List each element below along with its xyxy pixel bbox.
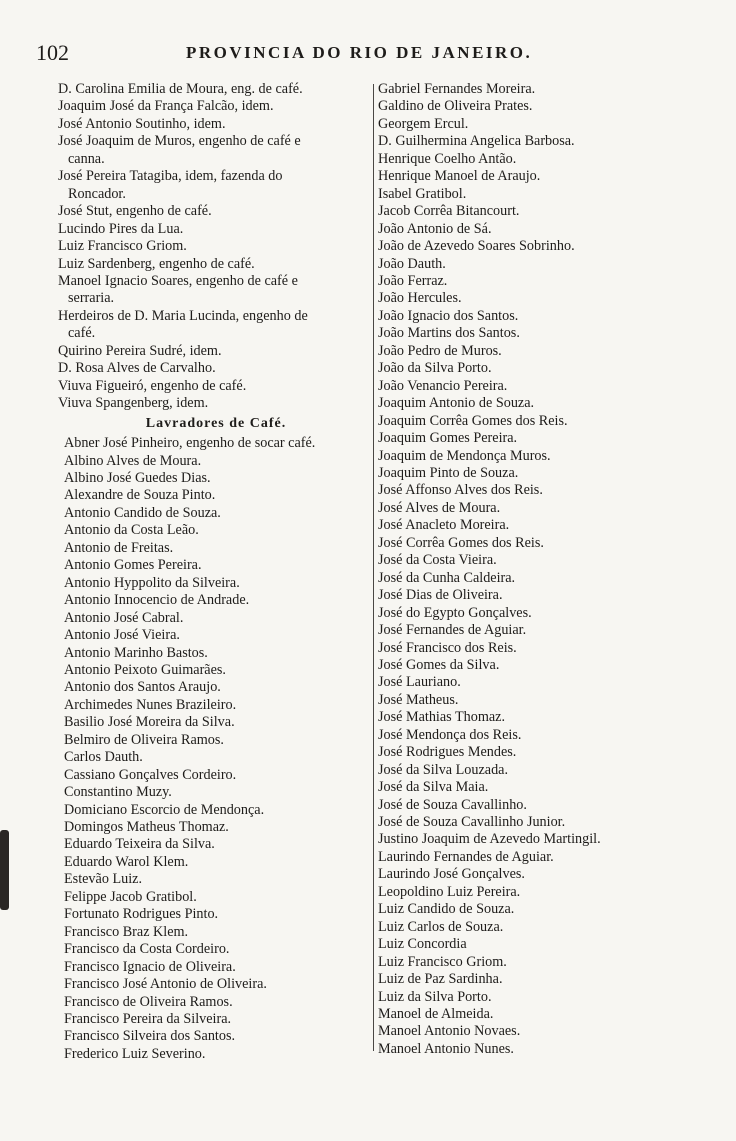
list-item: José Affonso Alves dos Reis. (378, 482, 543, 499)
list-item: canna. (68, 150, 105, 167)
list-item: Joaquim Corrêa Gomes dos Reis. (378, 412, 568, 429)
list-item: Felippe Jacob Gratibol. (64, 888, 197, 905)
list-item: Francisco da Costa Cordeiro. (64, 941, 230, 958)
list-item: Lucindo Pires da Lua. (58, 220, 184, 237)
list-item: José Mendonça dos Reis. (378, 726, 522, 743)
list-item: Basilio José Moreira da Silva. (64, 714, 235, 731)
list-item: Alexandre de Souza Pinto. (64, 487, 216, 504)
list-item: Luiz Francisco Griom. (378, 953, 507, 970)
page-header (36, 40, 676, 68)
list-item: Antonio Hyppolito da Silveira. (64, 574, 240, 591)
list-item: Joaquim Gomes Pereira. (378, 430, 518, 447)
list-item: José Mathias Thomaz. (378, 709, 506, 726)
list-item: José Alves de Moura. (378, 499, 501, 516)
list-item: Antonio da Costa Leão. (64, 522, 199, 539)
list-item: José Lauriano. (378, 674, 461, 691)
list-item: Viuva Spangenberg, idem. (58, 395, 209, 412)
list-item: Domingos Matheus Thomaz. (64, 819, 229, 836)
list-item: Antonio José Cabral. (64, 609, 184, 626)
list-item: José Antonio Soutinho, idem. (58, 115, 226, 132)
list-item: Estevão Luiz. (64, 871, 143, 888)
list-item: D. Rosa Alves de Carvalho. (58, 360, 216, 377)
list-item: João Antonio de Sá. (378, 220, 492, 237)
list-item: Luiz de Paz Sardinha. (378, 971, 503, 988)
list-item: Viuva Figueiró, engenho de café. (58, 377, 247, 394)
list-item: Fortunato Rodrigues Pinto. (64, 906, 219, 923)
lavradores-list (58, 435, 374, 1063)
list-item: Luiz Candido de Souza. (378, 901, 515, 918)
list-item: Antonio Innocencio de Andrade. (64, 592, 250, 609)
left-column (58, 81, 374, 1063)
page-number: 102 (36, 40, 69, 65)
list-item: D. Guilhermina Angelica Barbosa. (378, 133, 575, 150)
running-title: PROVINCIA DO RIO DE JANEIRO. (186, 43, 533, 62)
list-item: José de Souza Cavallinho. (378, 796, 527, 813)
list-item: José Anacleto Moreira. (378, 517, 510, 534)
list-item: Luiz Concordia (378, 936, 467, 953)
list-item: Archimedes Nunes Brazileiro. (64, 696, 237, 713)
list-item: José Fernandes de Aguiar. (378, 622, 527, 639)
list-item: João Hercules. (378, 290, 462, 307)
list-item: Luiz Carlos de Souza. (378, 918, 504, 935)
list-item: José da Silva Louzada. (378, 761, 509, 778)
list-item: Francisco Pereira da Silveira. (64, 1011, 232, 1028)
list-item: Joaquim Pinto de Souza. (378, 464, 519, 481)
list-item: Francisco José Antonio de Oliveira. (64, 976, 267, 993)
list-item: Jacob Corrêa Bitancourt. (378, 203, 520, 220)
list-item: Henrique Coelho Antão. (378, 150, 517, 167)
list-item: José Joaquim de Muros, engenho de café e (58, 133, 301, 150)
list-item: Herdeiros de D. Maria Lucinda, engenho de (58, 307, 308, 324)
list-item: Carlos Dauth. (64, 749, 143, 766)
list-item: Domiciano Escorcio de Mendonça. (64, 801, 265, 818)
list-item: José de Souza Cavallinho Junior. (378, 814, 566, 831)
list-item: Francisco de Oliveira Ramos. (64, 993, 233, 1010)
list-item: Francisco Braz Klem. (64, 923, 189, 940)
list-item: Antonio José Vieira. (64, 627, 180, 644)
list-item: José Rodrigues Mendes. (378, 744, 517, 761)
list-item: José Dias de Oliveira. (378, 587, 503, 604)
list-item: Eduardo Teixeira da Silva. (64, 836, 215, 853)
list-item: Antonio Marinho Bastos. (64, 644, 208, 661)
section-subheading: Lavradores de Café. (145, 415, 287, 431)
list-item: Luiz Francisco Griom. (58, 238, 187, 255)
list-item: João Martins dos Santos. (378, 325, 520, 342)
list-item: Isabel Gratibol. (378, 185, 467, 202)
list-item: José Stut, engenho de café. (58, 203, 212, 220)
list-item: Antonio Candido de Souza. (64, 504, 221, 521)
list-item: Antonio dos Santos Araujo. (64, 679, 221, 696)
list-item: Abner José Pinheiro, engenho de socar café. (64, 435, 316, 452)
list-item: Leopoldino Luiz Pereira. (378, 883, 521, 900)
list-item: Antonio Peixoto Guimarães. (64, 661, 226, 678)
list-item: Manoel Ignacio Soares, engenho de café e (58, 272, 298, 289)
list-item: Antonio Gomes Pereira. (64, 557, 202, 574)
list-item: Galdino de Oliveira Prates. (378, 98, 533, 115)
list-item: João Dauth. (378, 255, 446, 272)
list-item: João Pedro de Muros. (378, 342, 502, 359)
list-item: João de Azevedo Soares Sobrinho. (378, 238, 575, 255)
list-item: José Gomes da Silva. (378, 656, 500, 673)
list-item: José da Cunha Caldeira. (378, 569, 516, 586)
list-item: Henrique Manoel de Araujo. (378, 168, 541, 185)
list-item: Belmiro de Oliveira Ramos. (64, 731, 224, 748)
list-item: José Corrêa Gomes dos Reis. (378, 534, 544, 551)
list-item: Francisco Ignacio de Oliveira. (64, 958, 236, 975)
list-item: João Venancio Pereira. (378, 377, 508, 394)
list-item: José Matheus. (378, 691, 459, 708)
page-edge-mark (0, 830, 9, 910)
list-item: Luiz Sardenberg, engenho de café. (58, 255, 255, 272)
list-item: Roncador. (68, 185, 126, 202)
list-item: Antonio de Freitas. (64, 539, 174, 556)
list-item: João Ignacio dos Santos. (378, 307, 519, 324)
list-item: José Pereira Tatagiba, idem, fazenda do (58, 168, 283, 185)
list-item: Eduardo Warol Klem. (64, 853, 189, 870)
list-item: Quirino Pereira Sudré, idem. (58, 342, 222, 359)
list-item: Francisco Silveira dos Santos. (64, 1028, 236, 1045)
list-item: D. Carolina Emilia de Moura, eng. de café. (58, 81, 303, 97)
list-item: Cassiano Gonçalves Cordeiro. (64, 766, 237, 783)
list-item: João Ferraz. (378, 272, 448, 289)
list-item: José Francisco dos Reis. (378, 639, 517, 656)
list-item: Joaquim José da França Falcão, idem. (58, 98, 274, 115)
list-item: café. (68, 325, 96, 342)
right-column (376, 81, 726, 1058)
list-item: Joaquim de Mendonça Muros. (378, 447, 551, 464)
list-item: Albino José Guedes Dias. (64, 469, 211, 486)
list-item: Georgem Ercul. (378, 115, 469, 132)
list-item: José da Costa Vieira. (378, 552, 497, 569)
list-item: Frederico Luiz Severino. (64, 1045, 206, 1062)
list-item: José do Egypto Gonçalves. (378, 604, 532, 621)
list-item: João da Silva Porto. (378, 360, 492, 377)
list-item: Constantino Muzy. (64, 784, 172, 801)
list-item: Manoel de Almeida. (378, 1006, 494, 1023)
list-item: Justino Joaquim de Azevedo Martingil. (378, 831, 601, 848)
list-item: Laurindo José Gonçalves. (378, 866, 525, 883)
left-top-list (58, 81, 374, 413)
list-item: Manoel Antonio Novaes. (378, 1023, 521, 1040)
list-item: Luiz da Silva Porto. (378, 988, 492, 1005)
list-item: Joaquim Antonio de Souza. (378, 395, 535, 412)
list-item: Gabriel Fernandes Moreira. (378, 81, 536, 97)
list-item: Manoel Antonio Nunes. (378, 1040, 514, 1057)
list-item: Laurindo Fernandes de Aguiar. (378, 848, 554, 865)
list-item: José da Silva Maia. (378, 779, 489, 796)
list-item: serraria. (68, 290, 115, 307)
list-item: Albino Alves de Moura. (64, 452, 202, 469)
right-list (376, 81, 726, 1058)
